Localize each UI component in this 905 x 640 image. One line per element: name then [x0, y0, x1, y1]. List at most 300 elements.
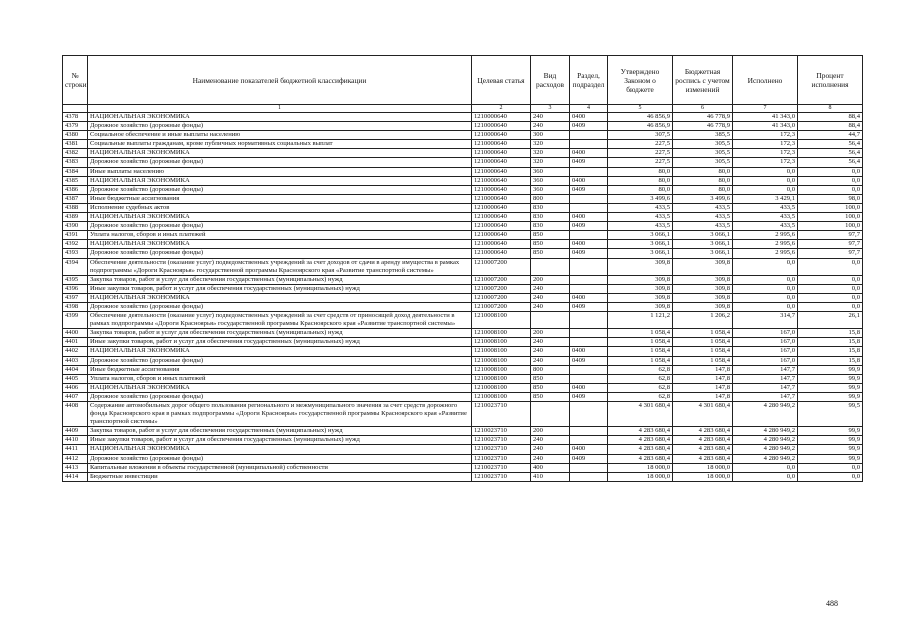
execution-percent: 99,9 — [798, 392, 863, 401]
executed-amount: 0,0 — [733, 185, 798, 194]
expense-kind: 240 — [531, 293, 570, 302]
executed-amount: 433,5 — [733, 213, 798, 222]
header-schedule: Бюджетная роспись с учетом изменений — [673, 56, 733, 105]
section-code: 0409 — [570, 249, 608, 258]
section-code: 0409 — [570, 356, 608, 365]
section-code — [570, 203, 608, 212]
execution-percent: 0,0 — [798, 463, 863, 472]
indicator-name: НАЦИОНАЛЬНАЯ ЭКОНОМИКА — [88, 176, 472, 185]
row-number: 4394 — [63, 258, 88, 275]
section-code — [570, 365, 608, 374]
execution-percent: 99,5 — [798, 402, 863, 427]
indicator-name: НАЦИОНАЛЬНАЯ ЭКОНОМИКА — [88, 149, 472, 158]
target-article: 1210008100 — [472, 383, 531, 392]
header-approved: Утверждено Законом о бюджете — [608, 56, 673, 105]
execution-percent: 56,4 — [798, 158, 863, 167]
target-article: 1210008100 — [472, 312, 531, 329]
expense-kind: 320 — [531, 149, 570, 158]
schedule-amount: 1 058,4 — [673, 347, 733, 356]
col-num: 5 — [608, 105, 673, 113]
schedule-amount: 18 000,0 — [673, 463, 733, 472]
expense-kind: 360 — [531, 167, 570, 176]
section-code: 0400 — [570, 445, 608, 454]
section-code — [570, 436, 608, 445]
section-code: 0409 — [570, 122, 608, 131]
execution-percent: 99,9 — [798, 445, 863, 454]
indicator-name: Дорожное хозяйство (дорожные фонды) — [88, 356, 472, 365]
expense-kind — [531, 258, 570, 275]
header-kind: Вид расходов — [531, 56, 570, 105]
expense-kind: 850 — [531, 231, 570, 240]
expense-kind: 800 — [531, 194, 570, 203]
target-article: 1210000640 — [472, 167, 531, 176]
table-row — [63, 383, 863, 392]
indicator-name: НАЦИОНАЛЬНАЯ ЭКОНОМИКА — [88, 445, 472, 454]
schedule-amount: 433,5 — [673, 213, 733, 222]
row-number: 4410 — [63, 436, 88, 445]
executed-amount: 433,5 — [733, 203, 798, 212]
expense-kind: 360 — [531, 185, 570, 194]
table-row — [63, 275, 863, 284]
table-body — [63, 113, 863, 482]
section-code: 0400 — [570, 293, 608, 302]
schedule-amount: 3 066,1 — [673, 249, 733, 258]
table-row — [63, 463, 863, 472]
execution-percent: 99,9 — [798, 436, 863, 445]
row-number: 4391 — [63, 231, 88, 240]
schedule-amount: 4 283 680,4 — [673, 436, 733, 445]
indicator-name: НАЦИОНАЛЬНАЯ ЭКОНОМИКА — [88, 240, 472, 249]
indicator-name: НАЦИОНАЛЬНАЯ ЭКОНОМИКА — [88, 347, 472, 356]
approved-amount: 46 856,9 — [608, 122, 673, 131]
section-code: 0409 — [570, 302, 608, 311]
target-article: 1210000640 — [472, 249, 531, 258]
indicator-name: Дорожное хозяйство (дорожные фонды) — [88, 454, 472, 463]
expense-kind: 200 — [531, 275, 570, 284]
executed-amount: 0,0 — [733, 275, 798, 284]
execution-percent: 100,0 — [798, 213, 863, 222]
table-row — [63, 213, 863, 222]
section-code: 0409 — [570, 158, 608, 167]
executed-amount: 4 280 949,2 — [733, 436, 798, 445]
col-num: 8 — [798, 105, 863, 113]
approved-amount: 18 000,0 — [608, 472, 673, 481]
row-number: 4399 — [63, 312, 88, 329]
indicator-name: Дорожное хозяйство (дорожные фонды) — [88, 185, 472, 194]
row-number: 4389 — [63, 213, 88, 222]
indicator-name: Уплата налогов, сборов и иных платежей — [88, 231, 472, 240]
approved-amount: 4 283 680,4 — [608, 445, 673, 454]
expense-kind: 320 — [531, 140, 570, 149]
section-code — [570, 140, 608, 149]
schedule-amount: 1 058,4 — [673, 329, 733, 338]
approved-amount: 227,5 — [608, 140, 673, 149]
table-row — [63, 222, 863, 231]
target-article: 1210023710 — [472, 463, 531, 472]
executed-amount: 41 343,0 — [733, 113, 798, 122]
row-number: 4404 — [63, 365, 88, 374]
target-article: 1210000640 — [472, 158, 531, 167]
executed-amount: 0,0 — [733, 293, 798, 302]
executed-amount: 167,0 — [733, 329, 798, 338]
execution-percent: 99,9 — [798, 374, 863, 383]
schedule-amount: 309,8 — [673, 284, 733, 293]
approved-amount: 62,8 — [608, 365, 673, 374]
section-code: 0409 — [570, 454, 608, 463]
execution-percent: 88,4 — [798, 122, 863, 131]
execution-percent: 97,7 — [798, 231, 863, 240]
executed-amount: 167,0 — [733, 338, 798, 347]
execution-percent: 98,0 — [798, 194, 863, 203]
header-percent: Процент исполнения — [798, 56, 863, 105]
row-number: 4387 — [63, 194, 88, 203]
section-code: 0409 — [570, 185, 608, 194]
row-number: 4411 — [63, 445, 88, 454]
col-num: 4 — [570, 105, 608, 113]
execution-percent: 56,4 — [798, 149, 863, 158]
target-article: 1210023710 — [472, 445, 531, 454]
target-article: 1210000640 — [472, 194, 531, 203]
approved-amount: 3 066,1 — [608, 231, 673, 240]
indicator-name: Социальные выплаты гражданам, кроме публичных нормативных социальных выплат — [88, 140, 472, 149]
header-row — [63, 56, 863, 105]
approved-amount: 18 000,0 — [608, 463, 673, 472]
indicator-name: Дорожное хозяйство (дорожные фонды) — [88, 122, 472, 131]
execution-percent: 99,9 — [798, 383, 863, 392]
indicator-name: Социальное обеспечение и иные выплаты населению — [88, 131, 472, 140]
expense-kind: 240 — [531, 347, 570, 356]
executed-amount: 2 995,6 — [733, 249, 798, 258]
approved-amount: 433,5 — [608, 222, 673, 231]
target-article: 1210000640 — [472, 149, 531, 158]
table-row — [63, 258, 863, 275]
approved-amount: 309,8 — [608, 284, 673, 293]
schedule-amount: 80,0 — [673, 176, 733, 185]
approved-amount: 433,5 — [608, 213, 673, 222]
table-row — [63, 454, 863, 463]
indicator-name: Обеспечение деятельности (оказание услуг) подведомственных учреждений за счет доходов от сдачи в аренду имущества в рамках подпрограммы «Дороги Красноярья» государственной программы Красноярского края «Развитие транспортной системы» — [88, 258, 472, 275]
schedule-amount: 147,8 — [673, 374, 733, 383]
execution-percent: 26,1 — [798, 312, 863, 329]
target-article: 1210023710 — [472, 454, 531, 463]
row-number: 4396 — [63, 284, 88, 293]
indicator-name: НАЦИОНАЛЬНАЯ ЭКОНОМИКА — [88, 113, 472, 122]
table-row — [63, 240, 863, 249]
executed-amount: 172,3 — [733, 149, 798, 158]
schedule-amount: 147,8 — [673, 365, 733, 374]
section-code — [570, 427, 608, 436]
expense-kind: 240 — [531, 436, 570, 445]
budget-table-page — [62, 55, 862, 482]
indicator-name: НАЦИОНАЛЬНАЯ ЭКОНОМИКА — [88, 293, 472, 302]
table-row — [63, 402, 863, 427]
schedule-amount: 3 066,1 — [673, 240, 733, 249]
executed-amount: 147,7 — [733, 392, 798, 401]
expense-kind: 240 — [531, 454, 570, 463]
section-code — [570, 312, 608, 329]
target-article: 1210008100 — [472, 338, 531, 347]
schedule-amount: 309,8 — [673, 275, 733, 284]
indicator-name: Дорожное хозяйство (дорожные фонды) — [88, 222, 472, 231]
target-article: 1210007200 — [472, 258, 531, 275]
approved-amount: 309,8 — [608, 275, 673, 284]
executed-amount: 147,7 — [733, 365, 798, 374]
table-row — [63, 347, 863, 356]
expense-kind: 240 — [531, 302, 570, 311]
target-article: 1210000640 — [472, 213, 531, 222]
table-row — [63, 284, 863, 293]
expense-kind: 830 — [531, 203, 570, 212]
expense-kind: 850 — [531, 392, 570, 401]
section-code — [570, 194, 608, 203]
col-num: 1 — [88, 105, 472, 113]
approved-amount: 309,8 — [608, 258, 673, 275]
target-article: 1210023710 — [472, 472, 531, 481]
section-code — [570, 131, 608, 140]
target-article: 1210008100 — [472, 392, 531, 401]
section-code: 0409 — [570, 392, 608, 401]
table-row — [63, 194, 863, 203]
col-num: 3 — [531, 105, 570, 113]
table-row — [63, 472, 863, 481]
header-name: Наименование показателей бюджетной классификации — [88, 56, 472, 105]
target-article: 1210007200 — [472, 284, 531, 293]
target-article: 1210008100 — [472, 347, 531, 356]
table-row — [63, 356, 863, 365]
target-article: 1210023710 — [472, 402, 531, 427]
row-number: 4381 — [63, 140, 88, 149]
approved-amount: 1 058,4 — [608, 338, 673, 347]
section-code — [570, 258, 608, 275]
row-number: 4405 — [63, 374, 88, 383]
schedule-amount: 433,5 — [673, 203, 733, 212]
target-article: 1210000640 — [472, 185, 531, 194]
expense-kind: 360 — [531, 176, 570, 185]
indicator-name: НАЦИОНАЛЬНАЯ ЭКОНОМИКА — [88, 213, 472, 222]
row-number: 4407 — [63, 392, 88, 401]
table-row — [63, 338, 863, 347]
table-row — [63, 302, 863, 311]
approved-amount: 309,8 — [608, 302, 673, 311]
table-row — [63, 185, 863, 194]
schedule-amount: 1 206,2 — [673, 312, 733, 329]
table-row — [63, 149, 863, 158]
row-number: 4392 — [63, 240, 88, 249]
approved-amount: 227,5 — [608, 158, 673, 167]
section-code — [570, 231, 608, 240]
section-code: 0400 — [570, 176, 608, 185]
expense-kind: 300 — [531, 131, 570, 140]
approved-amount: 433,5 — [608, 203, 673, 212]
approved-amount: 1 121,2 — [608, 312, 673, 329]
schedule-amount: 147,8 — [673, 383, 733, 392]
table-row — [63, 131, 863, 140]
schedule-amount: 4 283 680,4 — [673, 427, 733, 436]
table-row — [63, 231, 863, 240]
row-number: 4393 — [63, 249, 88, 258]
table-row — [63, 374, 863, 383]
row-number: 4384 — [63, 167, 88, 176]
approved-amount: 4 283 680,4 — [608, 436, 673, 445]
table-row — [63, 392, 863, 401]
table-row — [63, 122, 863, 131]
row-number: 4378 — [63, 113, 88, 122]
schedule-amount: 309,8 — [673, 293, 733, 302]
section-code — [570, 472, 608, 481]
target-article: 1210000640 — [472, 122, 531, 131]
schedule-amount: 4 301 680,4 — [673, 402, 733, 427]
row-number: 4398 — [63, 302, 88, 311]
schedule-amount: 46 778,9 — [673, 113, 733, 122]
expense-kind: 800 — [531, 365, 570, 374]
executed-amount: 147,7 — [733, 383, 798, 392]
expense-kind: 200 — [531, 329, 570, 338]
indicator-name: Закупка товаров, работ и услуг для обеспечения государственных (муниципальных) нужд — [88, 427, 472, 436]
header-executed: Исполнено — [733, 56, 798, 105]
indicator-name: Дорожное хозяйство (дорожные фонды) — [88, 158, 472, 167]
execution-percent: 0,0 — [798, 167, 863, 176]
row-number: 4395 — [63, 275, 88, 284]
expense-kind: 830 — [531, 222, 570, 231]
target-article: 1210000640 — [472, 240, 531, 249]
executed-amount: 0,0 — [733, 302, 798, 311]
schedule-amount: 305,5 — [673, 149, 733, 158]
table-row — [63, 176, 863, 185]
indicator-name: Обеспечение деятельности (оказание услуг) подведомственных учреждений за счет средств от приносящей доход деятельности в рамках подпрограммы «Дороги Красноярья» государственной программы Красноярского края «Развитие транспортной системы» — [88, 312, 472, 329]
expense-kind — [531, 402, 570, 427]
execution-percent: 15,8 — [798, 338, 863, 347]
approved-amount: 3 066,1 — [608, 240, 673, 249]
execution-percent: 15,8 — [798, 347, 863, 356]
executed-amount: 0,0 — [733, 176, 798, 185]
execution-percent: 0,0 — [798, 302, 863, 311]
indicator-name: Иные бюджетные ассигнования — [88, 365, 472, 374]
expense-kind: 200 — [531, 427, 570, 436]
expense-kind: 850 — [531, 374, 570, 383]
indicator-name: Дорожное хозяйство (дорожные фонды) — [88, 249, 472, 258]
executed-amount: 167,0 — [733, 347, 798, 356]
target-article: 1210023710 — [472, 427, 531, 436]
section-code: 0400 — [570, 149, 608, 158]
execution-percent: 0,0 — [798, 176, 863, 185]
execution-percent: 0,0 — [798, 293, 863, 302]
approved-amount: 80,0 — [608, 176, 673, 185]
schedule-amount: 305,5 — [673, 140, 733, 149]
expense-kind: 850 — [531, 249, 570, 258]
section-code: 0400 — [570, 383, 608, 392]
row-number: 4409 — [63, 427, 88, 436]
target-article: 1210007200 — [472, 293, 531, 302]
approved-amount: 80,0 — [608, 167, 673, 176]
executed-amount: 172,3 — [733, 158, 798, 167]
executed-amount: 167,0 — [733, 356, 798, 365]
row-number: 4406 — [63, 383, 88, 392]
section-code — [570, 374, 608, 383]
approved-amount: 62,8 — [608, 392, 673, 401]
row-number: 4402 — [63, 347, 88, 356]
indicator-name: Иные закупки товаров, работ и услуг для обеспечения государственных (муниципальных) нужд — [88, 436, 472, 445]
execution-percent: 0,0 — [798, 275, 863, 284]
approved-amount: 3 499,6 — [608, 194, 673, 203]
row-number: 4382 — [63, 149, 88, 158]
approved-amount: 227,5 — [608, 149, 673, 158]
table-row — [63, 312, 863, 329]
page-number: 488 — [826, 599, 838, 608]
col-num: 2 — [472, 105, 531, 113]
col-num: 6 — [673, 105, 733, 113]
expense-kind: 850 — [531, 383, 570, 392]
indicator-name: Бюджетные инвестиции — [88, 472, 472, 481]
execution-percent: 100,0 — [798, 203, 863, 212]
target-article: 1210008100 — [472, 329, 531, 338]
expense-kind: 400 — [531, 463, 570, 472]
row-number: 4385 — [63, 176, 88, 185]
target-article: 1210000640 — [472, 231, 531, 240]
executed-amount: 172,3 — [733, 140, 798, 149]
table-row — [63, 203, 863, 212]
executed-amount: 4 280 949,2 — [733, 427, 798, 436]
budget-table — [62, 55, 863, 482]
target-article: 1210000640 — [472, 131, 531, 140]
schedule-amount: 3 066,1 — [673, 231, 733, 240]
table-row — [63, 113, 863, 122]
indicator-name: Закупка товаров, работ и услуг для обеспечения государственных (муниципальных) нужд — [88, 329, 472, 338]
section-code — [570, 463, 608, 472]
executed-amount: 41 343,0 — [733, 122, 798, 131]
executed-amount: 0,0 — [733, 284, 798, 293]
indicator-name: Капитальные вложения в объекты государственной (муниципальной) собственности — [88, 463, 472, 472]
executed-amount: 0,0 — [733, 167, 798, 176]
schedule-amount: 46 778,9 — [673, 122, 733, 131]
row-number: 4408 — [63, 402, 88, 427]
col-num — [63, 105, 88, 113]
table-row — [63, 365, 863, 374]
schedule-amount: 433,5 — [673, 222, 733, 231]
execution-percent: 97,7 — [798, 240, 863, 249]
execution-percent: 0,0 — [798, 258, 863, 275]
indicator-name: Закупка товаров, работ и услуг для обеспечения государственных (муниципальных) нужд — [88, 275, 472, 284]
schedule-amount: 305,5 — [673, 158, 733, 167]
approved-amount: 307,5 — [608, 131, 673, 140]
executed-amount: 172,3 — [733, 131, 798, 140]
schedule-amount: 385,5 — [673, 131, 733, 140]
approved-amount: 4 283 680,4 — [608, 427, 673, 436]
expense-kind: 240 — [531, 338, 570, 347]
header-section: Раздел, подраздел — [570, 56, 608, 105]
expense-kind: 240 — [531, 113, 570, 122]
schedule-amount: 80,0 — [673, 185, 733, 194]
section-code — [570, 275, 608, 284]
row-number: 4397 — [63, 293, 88, 302]
target-article: 1210000640 — [472, 203, 531, 212]
executed-amount: 4 280 949,2 — [733, 445, 798, 454]
approved-amount: 46 856,9 — [608, 113, 673, 122]
header-target: Целевая статья — [472, 56, 531, 105]
executed-amount: 0,0 — [733, 258, 798, 275]
section-code: 0400 — [570, 240, 608, 249]
executed-amount: 147,7 — [733, 374, 798, 383]
row-number: 4390 — [63, 222, 88, 231]
approved-amount: 1 058,4 — [608, 356, 673, 365]
section-code: 0400 — [570, 213, 608, 222]
target-article: 1210000640 — [472, 140, 531, 149]
schedule-amount: 4 283 680,4 — [673, 445, 733, 454]
target-article: 1210000640 — [472, 113, 531, 122]
table-row — [63, 293, 863, 302]
table-row — [63, 249, 863, 258]
executed-amount: 2 995,6 — [733, 240, 798, 249]
execution-percent: 44,7 — [798, 131, 863, 140]
